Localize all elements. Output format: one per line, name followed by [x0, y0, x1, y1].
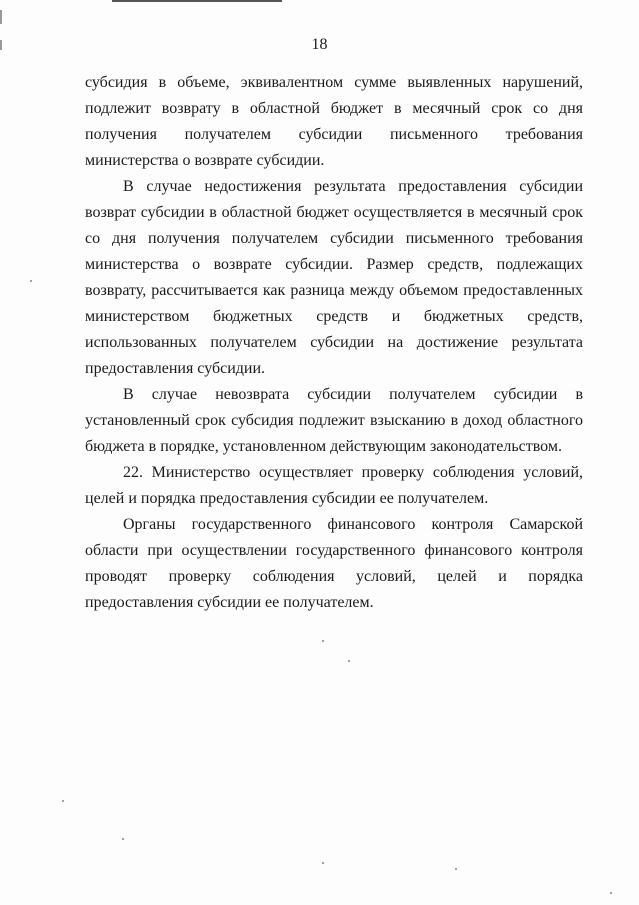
scan-edge-mark: [0, 10, 2, 24]
paragraph: 22. Министерство осуществляет проверку соблюдения условий, целей и порядка предоставления субсидии ее получателем.: [85, 464, 583, 507]
scan-edge-mark: [112, 0, 282, 2]
paragraph: В случае недостижения результата предоставления субсидии возврат субсидии в областной бюджет осуществляется в месячный срок со дня получения получателем субсидии письменного требования министерства о возврате субсидии. Размер средств, подлежащих возврату, рассчитывается как разница между объемом предоставленных министерством бюджетных средств и бюджетных средств, использованных получателем субсидии на достижение результата предоставления субсидии.: [85, 178, 583, 377]
scan-speck: [455, 868, 457, 870]
scan-speck: [348, 660, 350, 662]
scan-speck: [122, 838, 124, 840]
scan-speck: [30, 280, 32, 282]
scan-speck: [322, 640, 324, 642]
paragraph: субсидия в объеме, эквивалентном сумме выявленных нарушений, подлежит возврату в областной бюджет в месячный срок со дня получения получателем субсидии письменного требования министерства о возврате субсидии.: [85, 74, 583, 169]
document-body: [85, 70, 583, 616]
paragraph: В случае невозврата субсидии получателем субсидии в установленный срок субсидия подлежит взысканию в доход областного бюджета в порядке, установленном действующим законодательством.: [85, 386, 583, 455]
scan-speck: [62, 800, 64, 802]
scan-speck: [322, 862, 324, 864]
paragraph: Органы государственного финансового контроля Самарской области при осуществлении государственного финансового контроля проводят проверку соблюдения условий, целей и порядка предоставления субсидии ее получателем.: [85, 516, 583, 611]
scan-speck: [610, 892, 612, 894]
page-number: 18: [311, 36, 328, 53]
